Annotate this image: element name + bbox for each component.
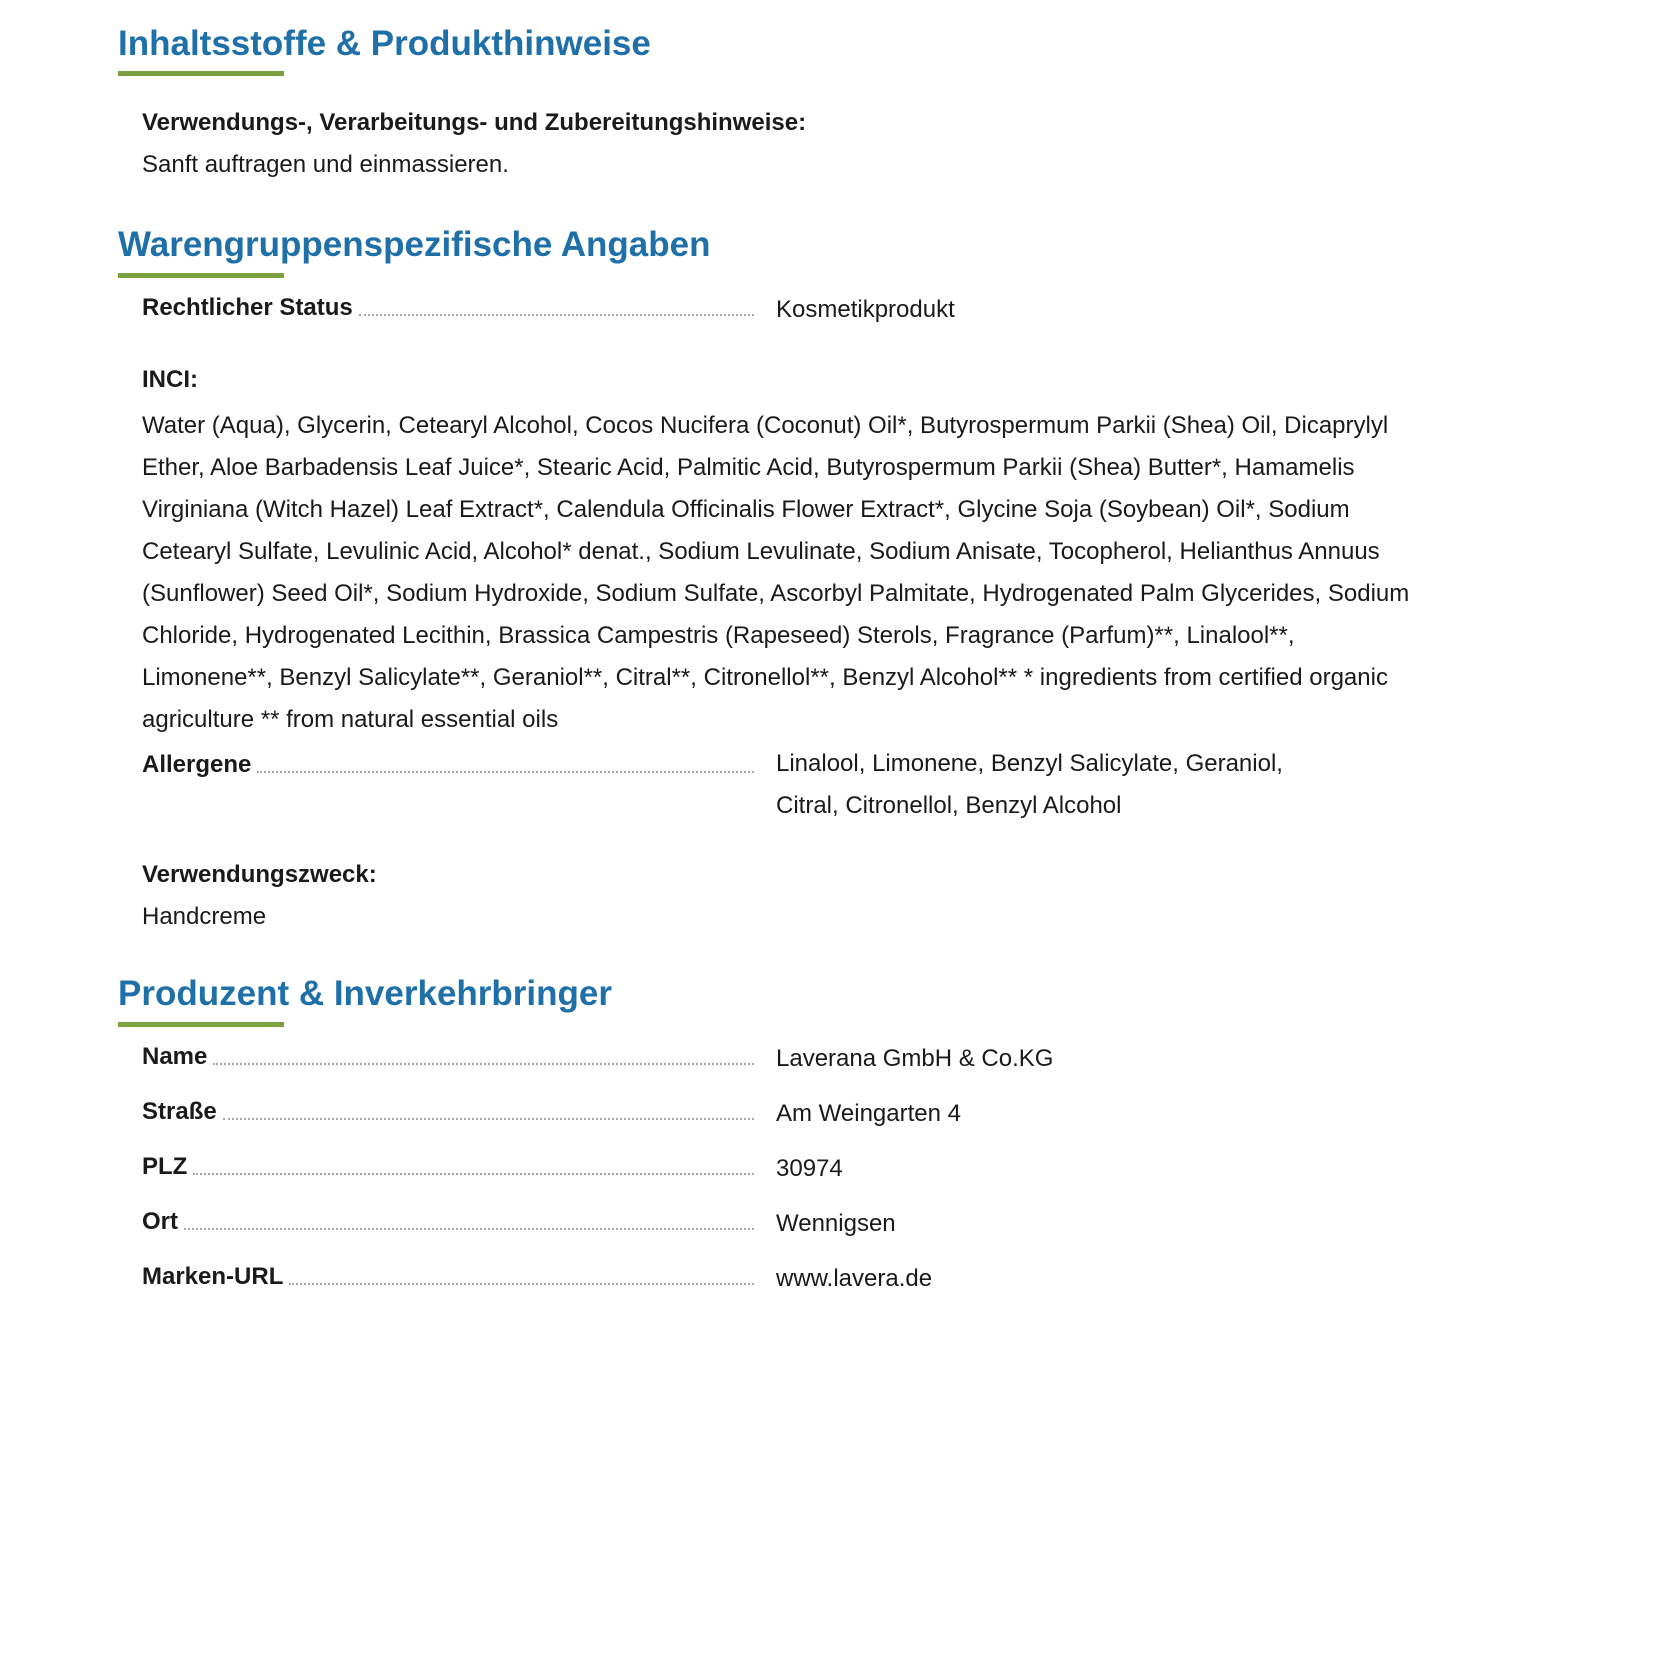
legal-status-label: Rechtlicher Status — [142, 294, 353, 321]
usage-instructions-text: Sanft auftragen und einmassieren. — [142, 151, 509, 178]
legal-status-key — [142, 296, 754, 320]
purpose-label: Verwendungszweck: — [142, 861, 377, 888]
allergens-value: Linalool, Limonene, Benzyl Salicylate, Geraniol, Citral, Citronellol, Benzyl Alcohol — [776, 750, 1283, 819]
producer-city-value: Wennigsen — [776, 1210, 896, 1237]
producer-street-label: Straße — [142, 1098, 217, 1125]
allergens-label: Allergene — [142, 751, 252, 778]
producer-row-brand-url — [142, 1265, 1562, 1305]
producer-row-street — [142, 1100, 1562, 1140]
producer-name-label: Name — [142, 1043, 208, 1070]
heading-underline — [118, 273, 284, 278]
allergens-key — [142, 753, 754, 777]
producer-key — [142, 1210, 754, 1234]
producer-key — [142, 1045, 754, 1069]
producer-key — [142, 1100, 754, 1124]
leader-dots — [257, 770, 754, 773]
producer-row-name — [142, 1045, 1562, 1085]
inci-label: INCI: — [142, 366, 198, 393]
producer-name-value: Laverana GmbH & Co.KG — [776, 1045, 1054, 1072]
section-heading-producer: Produzent & Inverkehrbringer — [118, 974, 612, 1013]
producer-key — [142, 1265, 754, 1289]
producer-row-zip — [142, 1155, 1562, 1195]
producer-key — [142, 1155, 754, 1179]
heading-underline — [118, 1022, 284, 1027]
leader-dots — [193, 1172, 754, 1175]
leader-dots — [289, 1282, 754, 1285]
producer-brand-url-label: Marken-URL — [142, 1263, 284, 1290]
producer-street-value: Am Weingarten 4 — [776, 1100, 961, 1127]
leader-dots — [213, 1062, 754, 1065]
legal-status-row — [142, 296, 1562, 336]
inci-text: Water (Aqua), Glycerin, Cetearyl Alcohol, Cocos Nucifera (Coconut) Oil*, Butyrospermum Parkii (Shea) Oil, Dicaprylyl Ether, Aloe Barbadensis Leaf Juice*, Stearic Acid, Palmitic Acid, Butyrospermum Parkii (Shea) Butter*, Hamamelis Virginiana (Witch Hazel) Leaf Extract*, Calendula Officinalis Flower Extract*, Glycine Soja (Soybean) Oil*, Sodium Cetearyl Sulfate, Levulinic Acid, Alcohol* denat., Sodium Levulinate, Sodium Anisate, Tocopherol, Helianthus Annuus (Sunflower) Seed Oil*, Sodium Hydroxide, Sodium Sulfate, Ascorbyl Palmitate, Hydrogenated Palm Glycerides, Sodium Chloride, Hydrogenated Lecithin, Brassica Campestris (Rapeseed) Sterols, Fragrance (Parfum)**, Linalool**, Limonene**, Benzyl Salicylate**, Geraniol**, Citral**, Citronellol**, Benzyl Alcohol** * ingredients from certified organic agriculture ** from natural essential oils — [142, 412, 1410, 733]
producer-zip-value: 30974 — [776, 1155, 843, 1182]
purpose-value: Handcreme — [142, 903, 267, 930]
producer-zip-label: PLZ — [142, 1153, 188, 1180]
section-heading-ingredients: Inhaltsstoffe & Produkthinweise — [118, 24, 651, 63]
legal-status-value: Kosmetikprodukt — [776, 296, 955, 323]
leader-dots — [359, 313, 754, 316]
section-heading-product-group: Warengruppenspezifische Angaben — [118, 225, 711, 264]
usage-instructions-label: Verwendungs-, Verarbeitungs- und Zubereitungshinweise: — [142, 109, 807, 136]
producer-row-city — [142, 1210, 1562, 1250]
heading-underline — [118, 71, 284, 76]
producer-brand-url-value: www.lavera.de — [776, 1265, 933, 1292]
producer-city-label: Ort — [142, 1208, 178, 1235]
allergens-row — [142, 750, 1562, 819]
leader-dots — [223, 1117, 754, 1120]
leader-dots — [184, 1227, 754, 1230]
